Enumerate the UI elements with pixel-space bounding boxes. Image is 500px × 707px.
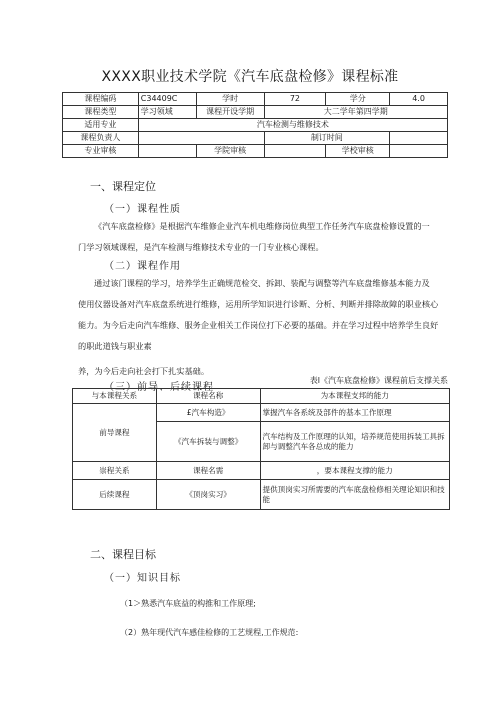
- semester-value: 大二学年第四学期: [264, 106, 448, 119]
- semester-label: 课程开设学期: [196, 106, 264, 119]
- course-name: £汽车构造》: [156, 404, 260, 422]
- subheader-relation: 崇程关系: [73, 462, 157, 480]
- paragraph-line: 的职此道钱与职业素: [78, 341, 152, 351]
- pre-course-label: 前导课程: [73, 404, 157, 462]
- school-review-value: [390, 145, 448, 158]
- page-title: XXXX职业技术学院《汽车底盘检修》课程标准: [101, 69, 399, 85]
- subheader-course-name: 课程名需: [156, 462, 260, 480]
- paragraph-nature: [78, 216, 458, 258]
- paragraph-line: 门学习领域课程，是汽车检测与维修技术专业的一门专业核心课程。: [78, 242, 324, 252]
- section-heading-positioning: 一、课程定位: [90, 180, 156, 193]
- table-row: [73, 404, 450, 422]
- paragraph-line: 使用仪器设备对汽车底盘系统进行维修，运用所学知识进行诊断、分析、判断并排除故障的职业核心: [78, 299, 439, 309]
- subheading-knowledge: （一）知识目标: [104, 573, 181, 584]
- header-course-name: 课程名称: [156, 389, 260, 404]
- course-code-value: C34409C: [138, 93, 196, 106]
- subheading-nature: （一）课程性质: [104, 204, 181, 215]
- major-review-value: [138, 145, 196, 158]
- table-row: [63, 106, 448, 119]
- credits-value: 4.0: [390, 93, 448, 106]
- table-row: [73, 389, 450, 404]
- college-review-label: 学院审核: [196, 145, 264, 158]
- course-info-table: [62, 92, 448, 158]
- table-row: [63, 145, 448, 158]
- owner-label: 课程负责人: [63, 132, 139, 145]
- list-item: （2）熟年现代汽车感佳检修的工艺规程,工作规范:: [120, 628, 299, 637]
- section-heading-objectives: 二、课程目标: [90, 548, 156, 561]
- post-course-label: 后续课程: [73, 480, 157, 510]
- course-type-value: 学习领域: [138, 106, 196, 119]
- course-code-label: 课程编码: [63, 93, 139, 106]
- paragraph-line: 养，为今后走向社会打下扎实基础。: [78, 366, 210, 376]
- credits-label: 学分: [326, 93, 390, 106]
- subheading-related-courses: （三）前导、后续课程: [104, 382, 214, 393]
- course-name: 《顶岗实习》: [156, 480, 260, 510]
- major-label: 适用专业: [63, 119, 139, 132]
- course-name: 《汽车拆装与调整》: [156, 422, 260, 462]
- paragraph-line: 《汽车底盘检修》是根据汽车维修企业汽车机电维修岗位典型工作任务汽车底盘检修设置的一: [94, 221, 430, 231]
- table-caption: 表l《汽车底盘检修》课程前后支撑关系: [309, 376, 448, 385]
- course-type-label: 课程类型: [63, 106, 139, 119]
- revise-time-label: 制订时间: [264, 132, 390, 145]
- list-item: （1＞熟悉汽车底益的构推和工作原理;: [120, 599, 256, 608]
- subheader-ability: ，要本课程支撑的能力: [260, 462, 450, 480]
- table-row: [73, 480, 450, 510]
- major-value: 汽车检测与维修技术: [138, 119, 447, 132]
- paragraph-role: [78, 273, 458, 357]
- school-review-label: 学校审核: [326, 145, 390, 158]
- course-relation-table: [72, 388, 450, 510]
- header-relation: 与本课程关系: [73, 389, 157, 404]
- hours-label: 学时: [196, 93, 264, 106]
- course-ability: 掌握汽车各系统及部件的基本工作原理: [260, 404, 450, 422]
- owner-value: [138, 132, 264, 145]
- major-review-label: 专业审核: [63, 145, 139, 158]
- course-ability: 提供顶岗实习所需要的汽车底盘检修相关理论知识和技能: [260, 480, 450, 510]
- table-row: [63, 132, 448, 145]
- table-row: [73, 462, 450, 480]
- revise-time-value: [390, 132, 448, 145]
- college-review-value: [264, 145, 326, 158]
- header-ability: 为本课程支邦的能力: [260, 389, 450, 404]
- subheading-role: （二）课程作用: [104, 261, 181, 272]
- course-ability: 汽车结构及工作原理的认知，培养规范使用拆装工具拆卸与调整汽车各总成的能力: [260, 422, 450, 462]
- hours-value: 72: [264, 93, 326, 106]
- paragraph-line: 通过该门课程的学习，培养学生正确规范检交、拆卸、装配与调整等汽车底盘维修基本能力及: [94, 278, 430, 288]
- table-row: [63, 93, 448, 106]
- paragraph-line: 能力。为今后走向汽车维修、服务企业相关工作岗位打下必要的基础。并在学习过程中培养学生良好: [78, 320, 439, 330]
- table-row: [63, 119, 448, 132]
